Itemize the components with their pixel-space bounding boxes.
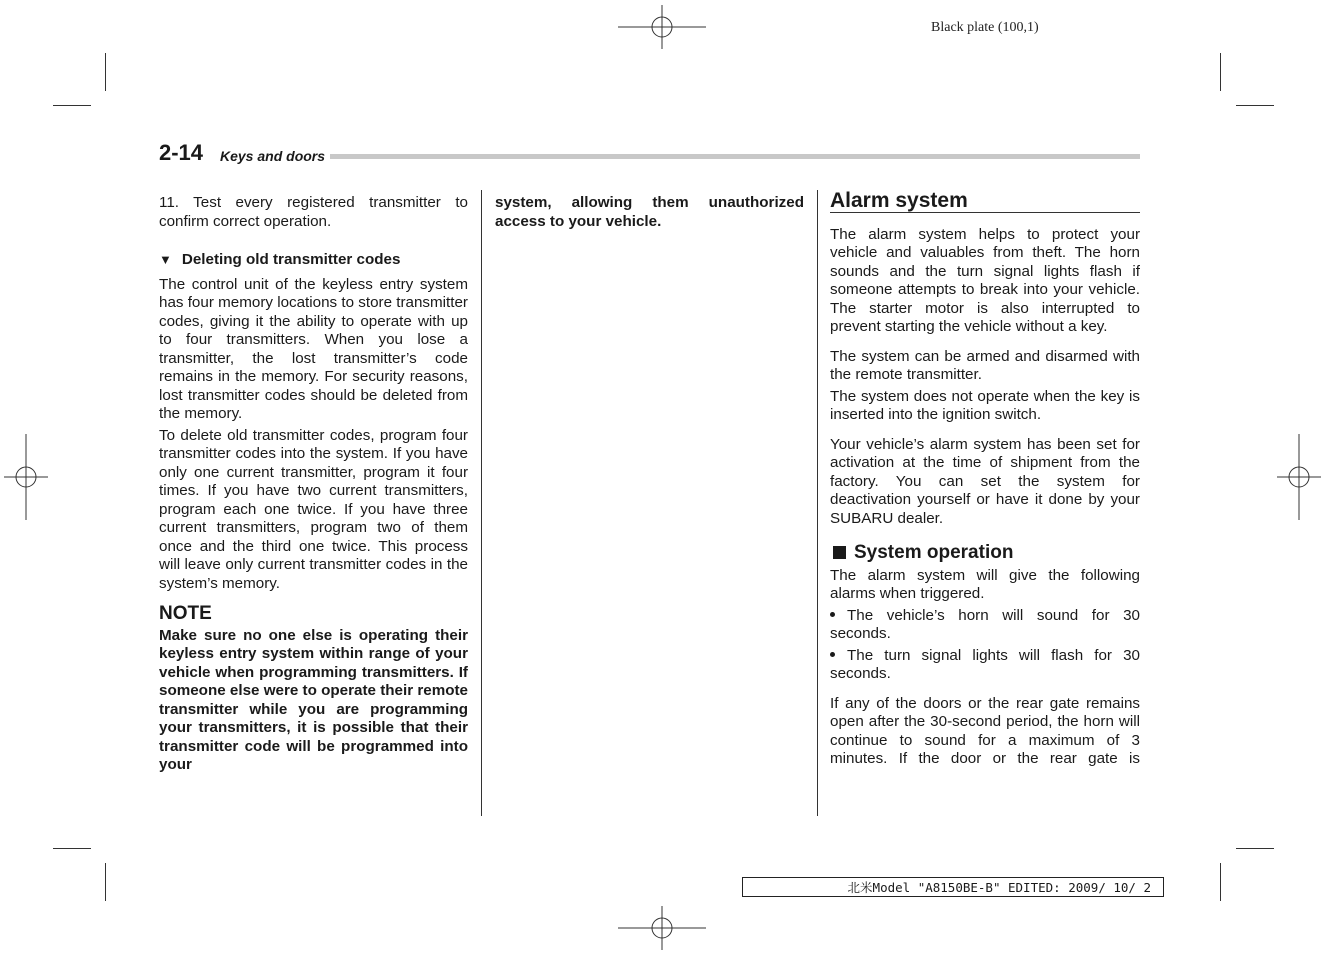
paragraph: The alarm system helps to protect your vehicle and valuables from theft. The horn sounds and the turn signal lights flash if someone attempts to break into your vehicle. The starter motor is also interrupted to prevent starting the vehicle without a key.	[830, 225, 1140, 335]
note-text: Make sure no one else is operating their keyless entry system within range of your vehicle when programming transmitters. If someone else were to operate their remote transmitter while you are programming your transmitters, it is possible that their transmitter code will be programmed into your	[159, 626, 468, 773]
paragraph: Your vehicle’s alarm system has been set for activation at the time of shipment from the factory. You can set the system for deactivation yourself or have it done by your SUBARU dealer.	[830, 435, 1140, 527]
bullet-icon	[830, 612, 835, 617]
header-rule	[330, 154, 1140, 159]
column-right	[830, 189, 1140, 769]
paragraph: The system does not operate when the key is inserted into the ignition switch.	[830, 387, 1140, 423]
bullet-icon	[830, 652, 835, 657]
column-divider	[481, 190, 482, 816]
registration-mark-left	[4, 434, 49, 522]
paragraph: The system can be armed and disarmed with the remote transmitter.	[830, 347, 1140, 383]
column-divider	[817, 190, 818, 816]
subsection-heading: System operation	[830, 544, 1140, 563]
plate-label: Black plate (100,1)	[931, 20, 1039, 35]
paragraph: The alarm system will give the following alarms when triggered.	[830, 566, 1140, 602]
bullet-item: The vehicle’s horn will sound for 30 seconds.	[830, 606, 1140, 642]
registration-mark-right	[1277, 434, 1322, 522]
section-title: Keys and doors	[220, 148, 326, 164]
footer-edit-info: 北米Model "A8150BE-B" EDITED: 2009/ 10/ 2	[742, 877, 1164, 897]
bullet-item: The turn signal lights will flash for 30 seconds.	[830, 646, 1140, 682]
paragraph: The control unit of the keyless entry system has four memory locations to store transmitter codes, giving it the ability to operate with up to four transmitters. When you lose a transmitter, the lost transmitter’s code remains in the memory. For security reasons, lost transmitter codes should be deleted from the memory.	[159, 275, 468, 422]
note-text-continued: system, allowing them unauthorized access to your vehicle.	[495, 194, 804, 230]
page-number: 2-14	[159, 140, 204, 165]
square-icon	[833, 546, 846, 559]
registration-mark-top	[618, 5, 708, 50]
subsection-heading: ▼ Deleting old transmitter codes	[159, 251, 401, 268]
triangle-icon: ▼	[159, 252, 172, 267]
step-text: 11. Test every registered transmitter to confirm correct operation.	[159, 194, 468, 230]
column-middle	[495, 194, 804, 231]
paragraph: If any of the doors or the rear gate remains open after the 30-second period, the horn will continue to sound for a maximum of 3 minutes. If the door or the rear gate is	[830, 694, 1140, 767]
paragraph: To delete old transmitter codes, program four transmitter codes into the system. If you have only one current transmitter, program it four times. If you have two current transmitters, program each one twice. If you have three current transmitters, program two of them once and the third one twice. This process will leave only current transmitter codes in the system’s memory.	[159, 426, 468, 592]
note-heading: NOTE	[159, 603, 212, 624]
section-heading: Alarm system	[830, 192, 1140, 213]
column-left	[159, 194, 468, 775]
registration-mark-bottom	[618, 906, 708, 951]
